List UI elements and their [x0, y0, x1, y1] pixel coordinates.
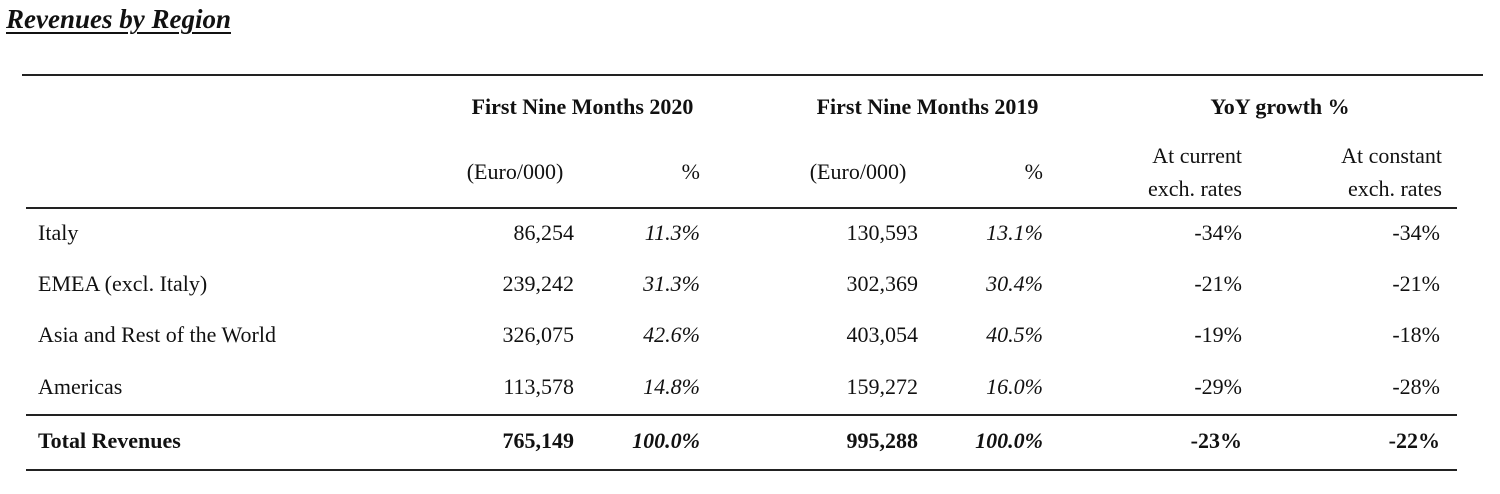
table-row-region: Americas: [38, 374, 123, 399]
total-cell-pct-2020: 100.0%: [632, 428, 700, 453]
table-row-region: Asia and Rest of the World: [38, 322, 276, 347]
table-cell-rev-2019: 302,369: [846, 271, 918, 296]
subheader-constant-line2: exch. rates: [1347, 176, 1442, 201]
table-cell-rev-2019: 403,054: [846, 322, 918, 347]
table-cell-yoy-current: -34%: [1194, 220, 1242, 245]
table-cell-yoy-current: -21%: [1194, 271, 1242, 296]
table-cell-pct-2020: 31.3%: [643, 271, 700, 296]
subheader-euro-2019: (Euro/000): [809, 159, 907, 184]
subheader-pct-2019: %: [1024, 159, 1043, 184]
header-rule: [26, 207, 1457, 209]
subheader-current-line2: exch. rates: [1147, 176, 1242, 201]
subheader-current-line1: At current: [1152, 143, 1242, 168]
table-row-region: Italy: [38, 220, 79, 245]
table-cell-rev-2019: 130,593: [846, 220, 918, 245]
table-cell-pct-2019: 30.4%: [986, 271, 1043, 296]
total-cell-rev-2020: 765,149: [502, 428, 574, 453]
subheader-pct-2020: %: [681, 159, 700, 184]
total-row-label: Total Revenues: [38, 428, 181, 453]
total-cell-yoy-current: -23%: [1190, 428, 1242, 453]
table-cell-rev-2020: 113,578: [503, 374, 574, 399]
table-row-region: EMEA (excl. Italy): [38, 271, 208, 296]
table-cell-yoy-current: -29%: [1194, 374, 1242, 399]
total-cell-yoy-constant: -22%: [1388, 428, 1440, 453]
subheader-constant-line1: At constant: [1341, 143, 1442, 168]
subheader-euro-2020: (Euro/000): [466, 159, 564, 184]
table-cell-yoy-constant: -21%: [1392, 271, 1440, 296]
table-cell-rev-2020: 86,254: [513, 220, 574, 245]
table-cell-yoy-constant: -34%: [1392, 220, 1440, 245]
table-cell-pct-2019: 40.5%: [986, 322, 1043, 347]
table-cell-rev-2020: 239,242: [502, 271, 574, 296]
table-cell-yoy-current: -19%: [1194, 322, 1242, 347]
table-cell-rev-2020: 326,075: [502, 322, 574, 347]
table-cell-yoy-constant: -28%: [1392, 374, 1440, 399]
total-cell-rev-2019: 995,288: [846, 428, 918, 453]
page-title: Revenues by Region: [6, 4, 231, 34]
table-cell-pct-2019: 16.0%: [986, 374, 1043, 399]
table-cell-pct-2020: 11.3%: [644, 220, 700, 245]
total-rule: [26, 414, 1457, 416]
header-first-nine-months-2020: First Nine Months 2020: [471, 94, 694, 119]
table-cell-pct-2019: 13.1%: [986, 220, 1043, 245]
header-yoy-growth: YoY growth %: [1210, 94, 1350, 119]
table-cell-pct-2020: 42.6%: [643, 322, 700, 347]
total-cell-pct-2019: 100.0%: [975, 428, 1043, 453]
top-rule: [22, 74, 1483, 76]
bottom-rule: [26, 469, 1457, 471]
table-cell-pct-2020: 14.8%: [643, 374, 700, 399]
header-first-nine-months-2019: First Nine Months 2019: [816, 94, 1039, 119]
table-cell-yoy-constant: -18%: [1392, 322, 1440, 347]
table-cell-rev-2019: 159,272: [846, 374, 918, 399]
